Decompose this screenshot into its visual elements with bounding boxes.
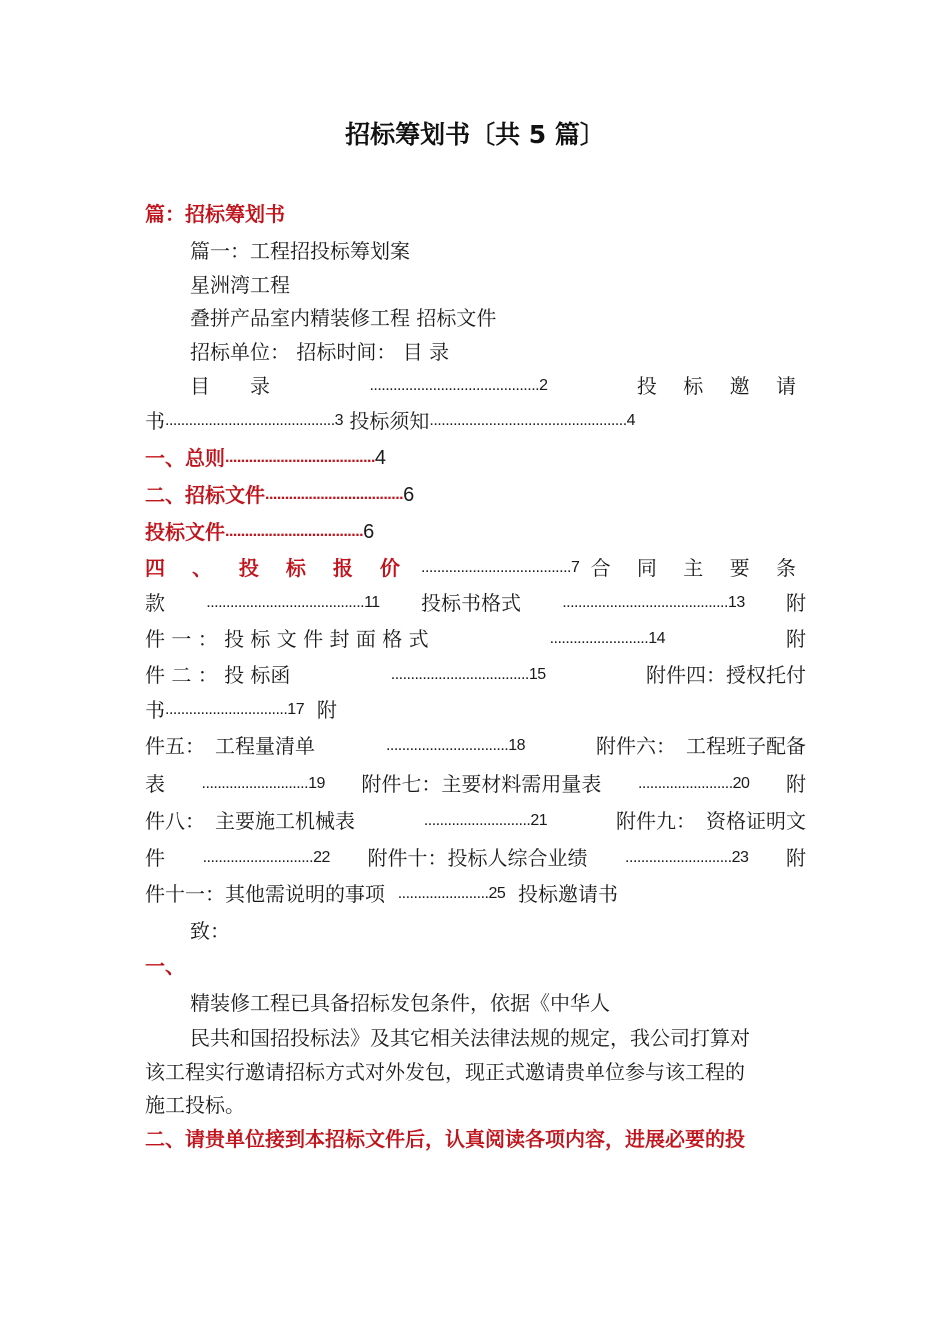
- toc-text: 附: [316, 698, 337, 722]
- toc-line: [145, 695, 806, 725]
- toc-line: [145, 624, 806, 654]
- intro-line: 篇一：工程招投标筹划案: [190, 239, 410, 263]
- toc-text: 一、总则: [145, 446, 225, 470]
- toc-line: [145, 731, 806, 761]
- page-number: 6: [403, 484, 415, 506]
- toc-text: 件: [145, 846, 165, 870]
- toc-leader: ..................................................4: [429, 412, 636, 429]
- intro-line: 星洲湾工程: [190, 273, 290, 297]
- intro-line: 叠拼产品室内精装修工程 招标文件: [190, 306, 497, 330]
- toc-leader: ...........................................2: [369, 377, 548, 394]
- toc-text: 目 录: [190, 374, 280, 398]
- toc-text: 附件四：授权托付: [645, 663, 806, 687]
- toc-leader: ......................................7: [421, 559, 580, 576]
- toc-leader: ...................................: [225, 523, 364, 540]
- document-title: 招标筹划书〔共 5 篇〕: [345, 120, 605, 149]
- toc-text: 投标须知: [349, 409, 430, 433]
- toc-line: [145, 879, 806, 909]
- toc-leader: ............................22: [202, 849, 330, 866]
- toc-leader: ...............................17: [165, 701, 305, 718]
- toc-text: 附: [785, 627, 806, 651]
- toc-leader: ........................................11: [206, 594, 380, 611]
- toc-line: [145, 406, 806, 436]
- toc-line: [145, 769, 806, 799]
- toc-leader: ...................................15: [390, 666, 546, 683]
- toc-leader: ...........................21: [423, 812, 548, 829]
- toc-text: 附件九： 资格证明文: [615, 809, 806, 833]
- toc-text: 投 标 邀 请: [636, 374, 806, 398]
- toc-text: 合 同 主 要 条: [590, 556, 806, 580]
- toc-leader: .......................25: [397, 885, 506, 902]
- section-heading: 二、请贵单位接到本招标文件后，认真阅读各项内容，进展必要的投: [145, 1127, 745, 1151]
- paragraph-line: 民共和国招投标法》及其它相关法律法规的规定，我公司打算对: [190, 1026, 750, 1050]
- toc-leader: ...................................: [265, 486, 404, 503]
- paragraph-line: 施工投标。: [145, 1093, 245, 1117]
- section-heading: 篇：招标筹划书: [145, 202, 285, 226]
- toc-text: 投标邀请书: [517, 882, 618, 906]
- toc-line: [145, 806, 806, 836]
- page-number: 6: [363, 521, 375, 543]
- toc-line: [145, 480, 806, 510]
- toc-text: 件十一：其他需说明的事项: [145, 882, 385, 906]
- toc-text: 件八： 主要施工机械表: [145, 809, 355, 833]
- salutation: 致：: [190, 919, 230, 943]
- toc-leader: ........................20: [637, 775, 750, 792]
- toc-leader: ......................................: [225, 449, 375, 466]
- toc-text: 附: [786, 772, 806, 796]
- toc-leader: ...........................................3: [165, 412, 344, 429]
- section-number: 一、: [145, 954, 185, 978]
- toc-text: 书: [145, 698, 165, 722]
- toc-text: 款: [145, 591, 165, 615]
- toc-leader: ...............................18: [385, 737, 526, 754]
- toc-text: 附: [785, 591, 806, 615]
- toc-line: [145, 443, 806, 473]
- intro-line: 招标单位： 招标时间： 目 录: [190, 340, 450, 364]
- toc-leader: .........................14: [549, 630, 665, 647]
- paragraph-line: 精装修工程已具备招标发包条件，依据《中华人: [190, 991, 610, 1015]
- toc-line: [145, 588, 806, 618]
- toc-line: [145, 553, 806, 583]
- toc-text: 件五： 工程量清单: [145, 734, 315, 758]
- toc-leader: ...........................23: [625, 849, 749, 866]
- toc-text: 附件六： 工程班子配备: [595, 734, 806, 758]
- toc-leader: ..........................................13: [562, 594, 745, 611]
- toc-text: 投标书格式: [420, 591, 521, 615]
- paragraph-line: 该工程实行邀请招标方式对外发包，现正式邀请贵单位参与该工程的: [145, 1060, 745, 1084]
- toc-text: 附件十：投标人综合业绩: [367, 846, 588, 870]
- toc-text: 二、招标文件: [145, 483, 265, 507]
- toc-text: 件 一 ： 投 标 文 件 封 面 格 式: [145, 627, 429, 651]
- toc-text: 件 二 ： 投 标函: [145, 663, 291, 687]
- page-number: 4: [374, 447, 387, 469]
- toc-text: 投标文件: [145, 520, 225, 544]
- toc-leader: ...........................19: [201, 775, 325, 792]
- toc-text: 附: [785, 846, 806, 870]
- toc-line: [145, 843, 806, 873]
- toc-line: [145, 517, 806, 547]
- toc-line: [145, 660, 806, 690]
- toc-text: 附件七：主要材料需用量表: [361, 772, 602, 796]
- toc-text: 表: [145, 772, 165, 796]
- toc-line: [190, 371, 806, 401]
- toc-text: 书: [145, 409, 165, 433]
- toc-text: 四 、 投 标 报 价: [145, 556, 410, 580]
